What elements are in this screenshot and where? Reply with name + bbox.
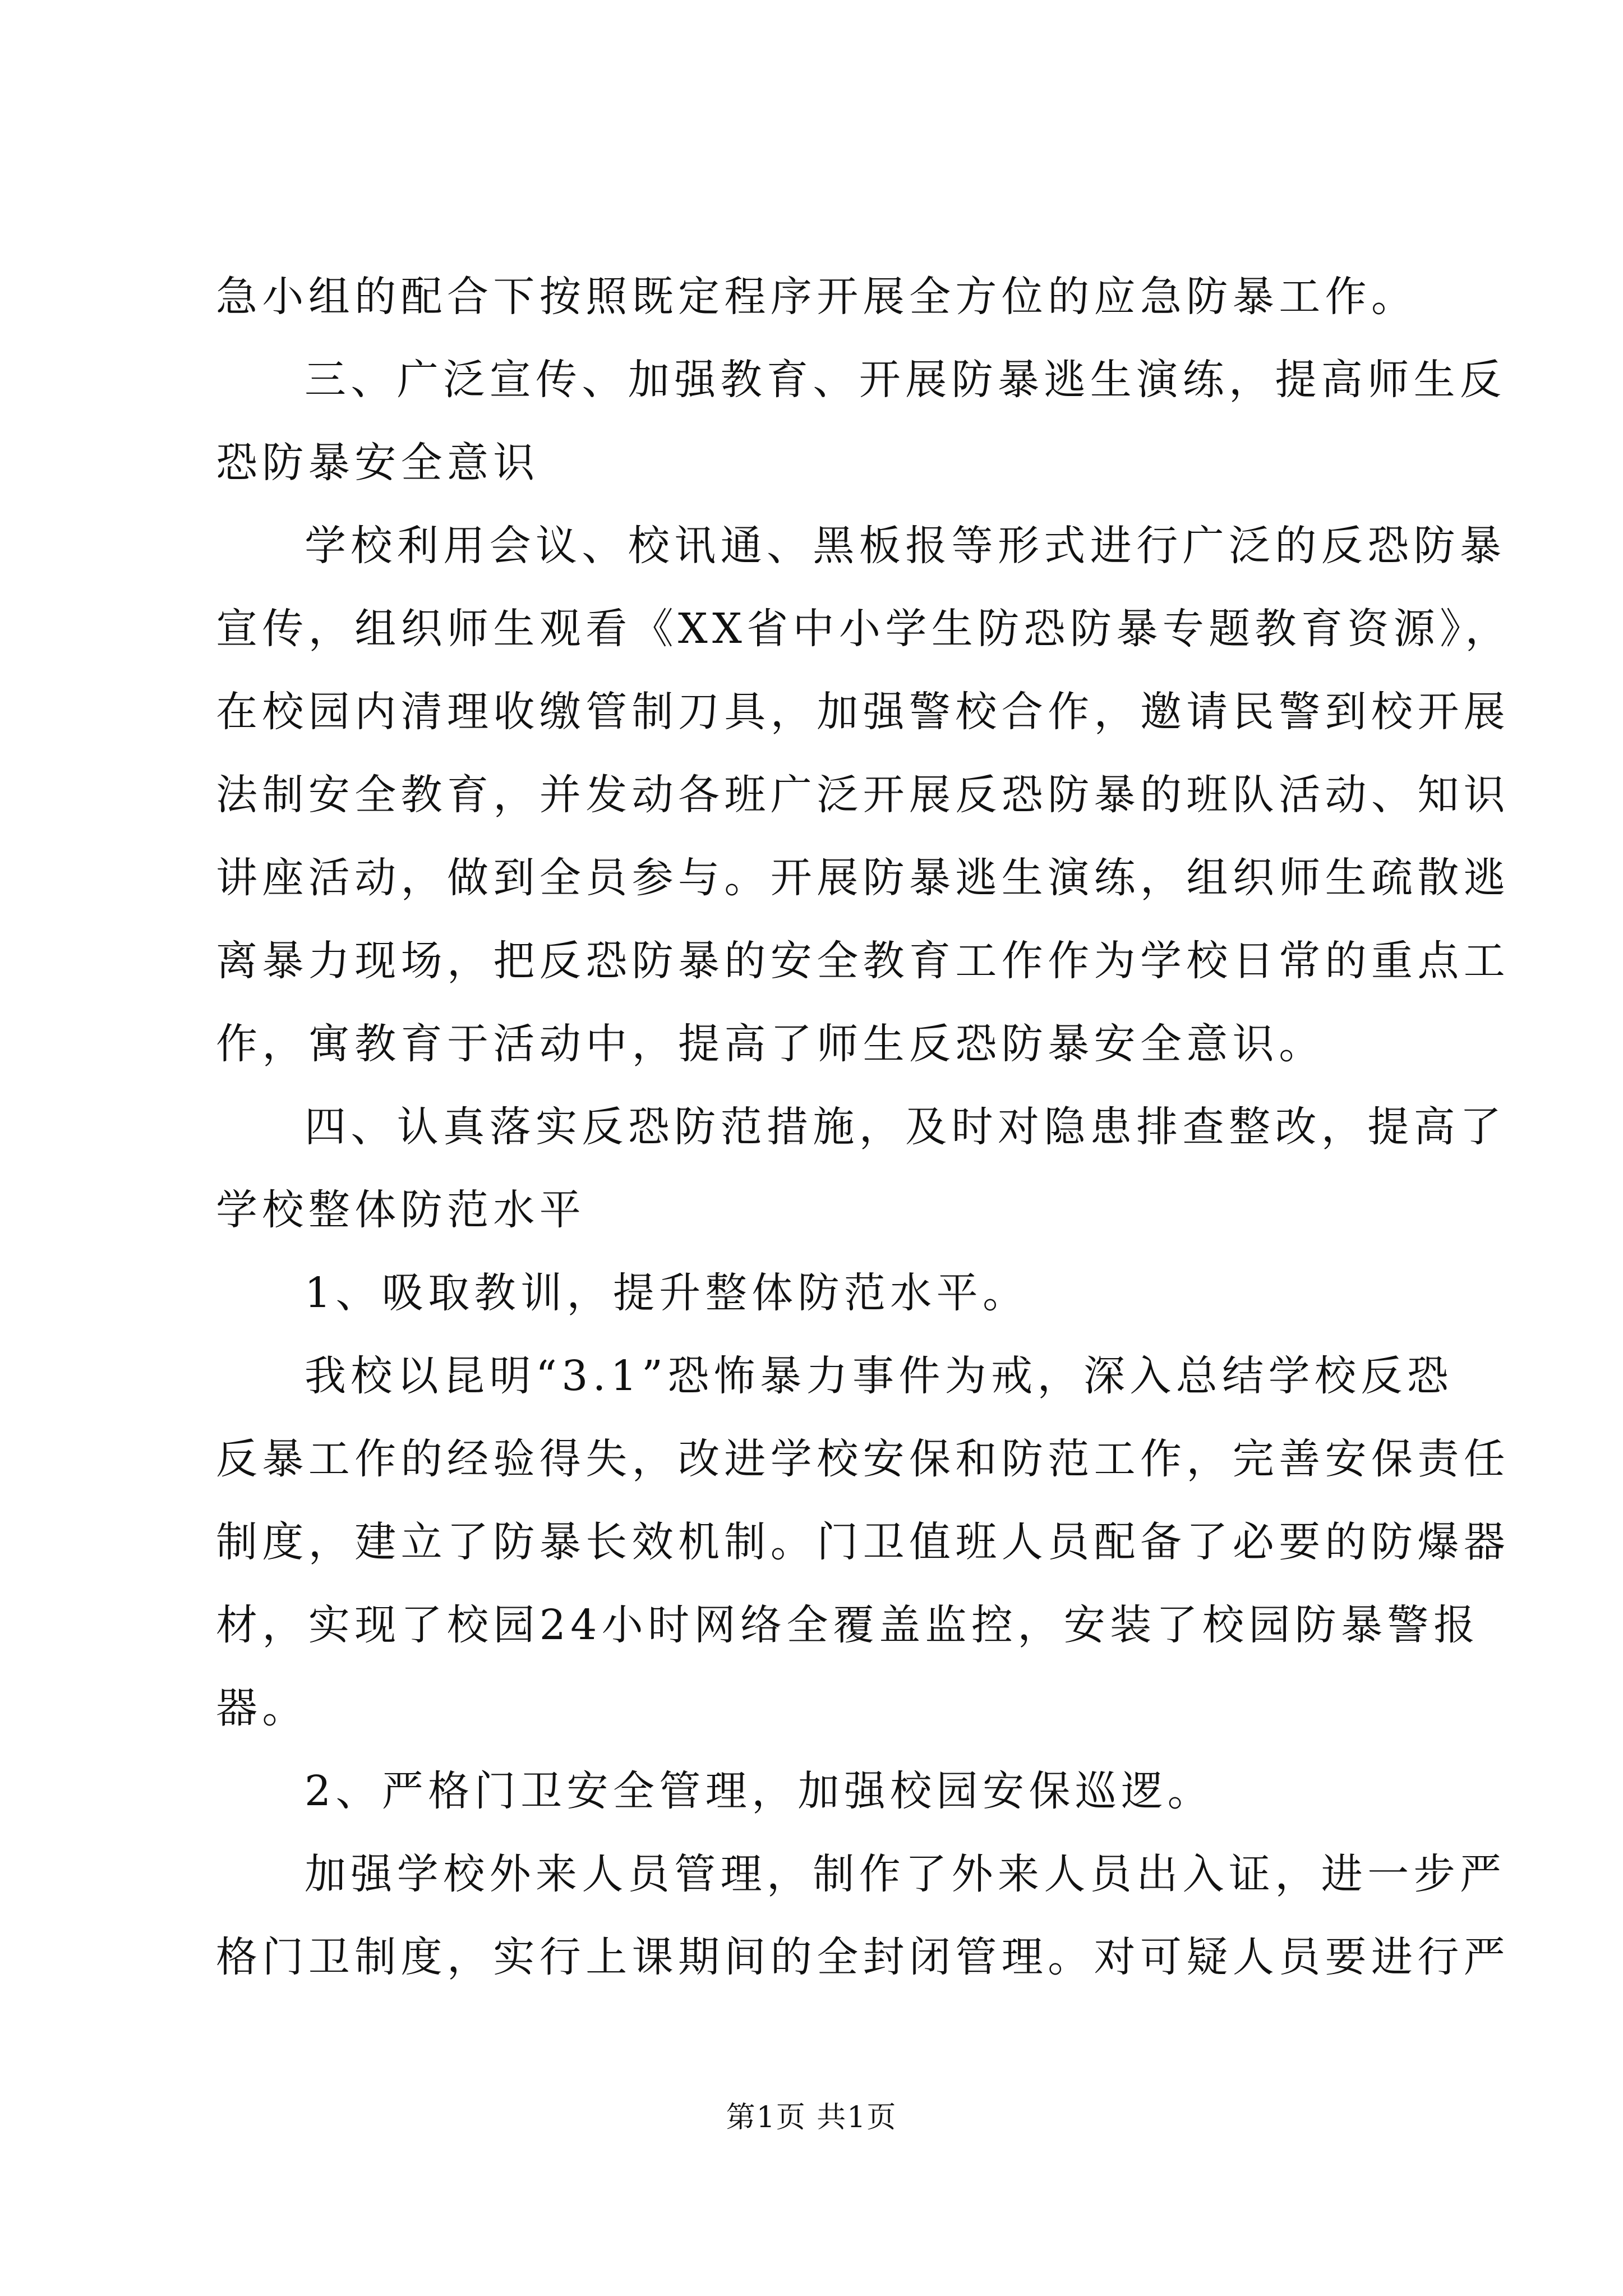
text-line: 法制安全教育，并发动各班广泛开展反恐防暴的班队活动、知识 [216,771,1510,819]
text-line: 恐防暴安全意识 [216,439,540,487]
text-line: 学校利用会议、校讯通、黑板报等形式进行广泛的反恐防暴 [305,522,1506,570]
text-line: 加强学校外来人员管理，制作了外来人员出入证，进一步严 [305,1850,1506,1898]
text-line: 材，实现了校园24小时网络全覆盖监控，安装了校园防暴警报 [216,1601,1480,1649]
text-line: 反暴工作的经验得失，改进学校安保和防范工作，完善安保责任 [216,1435,1510,1483]
text-line: 制度，建立了防暴长效机制。门卫值班人员配备了必要的防爆器 [216,1518,1510,1566]
text-line: 宣传，组织师生观看《XX省中小学生防恐防暴专题教育资源》， [216,605,1511,653]
text-line: 1、吸取教训，提升整体防范水平。 [305,1269,1029,1317]
text-line: 离暴力现场，把反恐防暴的安全教育工作作为学校日常的重点工 [216,937,1510,985]
text-line: 2、严格门卫安全管理，加强校园安保巡逻。 [305,1767,1214,1815]
text-line: 我校以昆明“3.1”恐怖暴力事件为戒，深入总结学校反恐 [305,1352,1454,1400]
text-line: 急小组的配合下按照既定程序开展全方位的应急防暴工作。 [216,273,1418,321]
text-line: 讲座活动，做到全员参与。开展防暴逃生演练，组织师生疏散逃 [216,854,1510,902]
text-line: 作，寓教育于活动中，提高了师生反恐防暴安全意识。 [216,1020,1325,1068]
text-line: 器。 [216,1684,308,1732]
page-footer: 第1页 共1页 [726,2101,897,2134]
text-line: 学校整体防范水平 [216,1186,586,1234]
body-text [216,255,1511,1999]
text-line: 三、广泛宣传、加强教育、开展防暴逃生演练，提高师生反 [305,356,1506,404]
text-line: 四、认真落实反恐防范措施，及时对隐患排查整改，提高了 [305,1103,1506,1151]
text-line: 格门卫制度，实行上课期间的全封闭管理。对可疑人员要进行严 [216,1933,1510,1981]
text-line: 在校园内清理收缴管制刀具，加强警校合作，邀请民警到校开展 [216,688,1510,736]
